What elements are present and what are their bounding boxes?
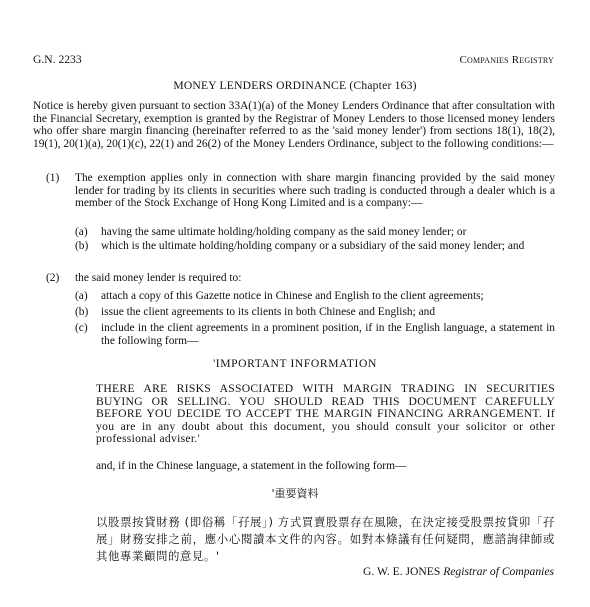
condition-2-text: the said money lender is required to:: [75, 272, 242, 284]
section-header: Companies Registry: [459, 54, 554, 66]
signatory-title: Registrar of Companies: [443, 565, 554, 578]
condition-2-number: (2): [46, 272, 60, 284]
condition-2c-text: include in the client agreements in a prominent position, if in the English language, a statement in the following form—: [101, 322, 555, 347]
condition-1b-text: which is the ultimate holding/holding company or a subsidiary of the said money lender; and: [101, 240, 525, 252]
condition-1-number: (1): [46, 172, 60, 184]
condition-2b-label: (b): [75, 306, 89, 318]
ordinance-title: MONEY LENDERS ORDINANCE (Chapter 163): [173, 79, 417, 92]
condition-2a-label: (a): [75, 290, 88, 302]
condition-2a-text: attach a copy of this Gazette notice in Chinese and English to the client agreements;: [101, 290, 484, 302]
condition-1-text: The exemption applies only in connection with share margin financing provided by the said money lender for trading by its clients in securities where such trading is conducted through a dealer which is a member of the Stock Exchange of Hong Kong Limited and is a company:—: [75, 172, 555, 210]
signatory-name: G. W. E. JONES: [362, 565, 441, 578]
risk-warning-statement: [96, 383, 555, 446]
chinese-statement: 以股票按貸財務 (即俗稱「孖展」) 方式買賣股票存在風險，在決定接受股票按貸卯「孖展」財務安排之前，應小心閱讀本文件的內容。如對本條議有任何疑問，應諮詢律師或其他專業顧問的意見。': [96, 515, 555, 563]
risk-warning-advice: If you are in any doubt about this document, you should consult your solicitor or other professional adviser.': [96, 407, 555, 446]
important-information-heading: 'IMPORTANT INFORMATION: [213, 357, 377, 370]
chinese-statement-intro: and, if in the Chinese language, a statement in the following form—: [96, 460, 407, 472]
notice-paragraph: Notice is hereby given pursuant to section 33A(1)(a) of the Money Lenders Ordinance that after consultation with the Financial Secretary, exemption is granted by the Registrar of Money Lenders to those licensed money lenders who offer share margin financing (hereinafter referred to as the 'said money lender') from sections 18(1), 18(2), 19(1), 20(1)(a), 20(1)(c), 22(1) and 26(2) of the Money Lenders Ordinance, subject to the following conditions:—: [33, 100, 555, 150]
condition-1a-text: having the same ultimate holding/holding company as the said money lender; or: [101, 226, 467, 238]
gazette-notice-number: G.N. 2233: [33, 53, 82, 66]
condition-2c-label: (c): [75, 322, 88, 334]
condition-1a-label: (a): [75, 226, 88, 238]
signature-block: [363, 566, 554, 579]
chinese-heading: '重要資料: [271, 487, 319, 500]
condition-1b-label: (b): [75, 240, 89, 252]
condition-2b-text: issue the client agreements to its clients in both Chinese and English; and: [101, 306, 436, 318]
risk-warning-caps: THERE ARE RISKS ASSOCIATED WITH MARGIN TRADING IN SECURITIES BUYING OR SELLING. YOU SHOULD READ THIS DOCUMENT CAREFULLY BEFORE YOU DECIDE TO ACCEPT THE MARGIN FINANCING ARRANGEMENT.: [96, 382, 555, 421]
